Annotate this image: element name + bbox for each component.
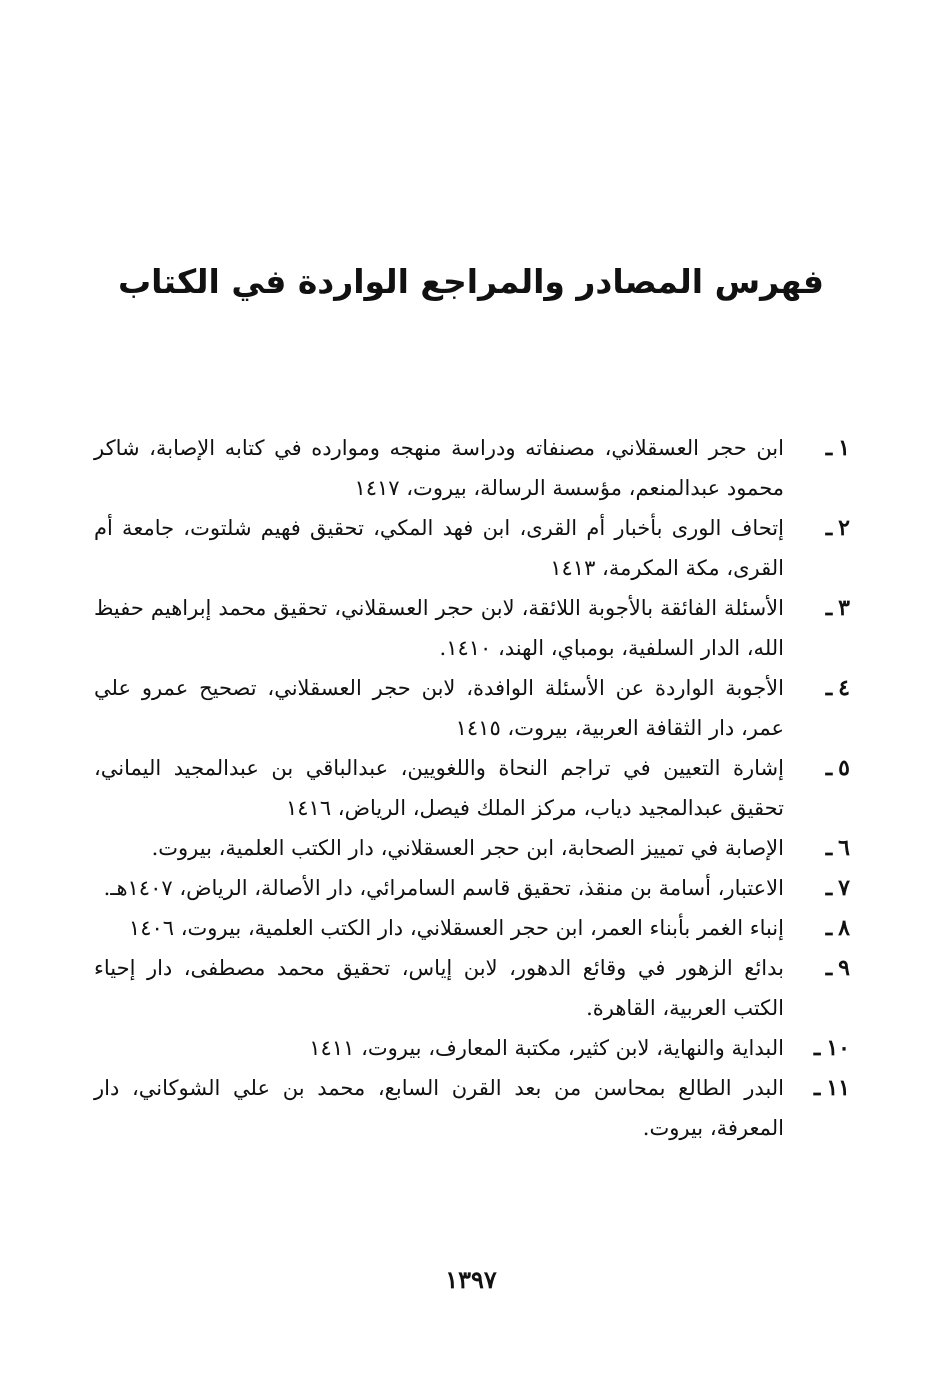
entry-number: ١ـ xyxy=(825,435,850,461)
entry-number: ١١ـ xyxy=(813,1075,850,1101)
reference-entry-2 xyxy=(94,508,850,588)
reference-entry-6 xyxy=(94,828,850,868)
entry-number: ٩ـ xyxy=(825,955,850,981)
entry-text: البدر الطالع بمحاسن من بعد القرن السابع، محمد بن علي الشوكاني، دار المعرفة، بيروت. xyxy=(94,1076,784,1140)
entry-number: ١٠ـ xyxy=(813,1035,850,1061)
entry-text: بدائع الزهور في وقائع الدهور، لابن إياس، تحقيق محمد مصطفى، دار إحياء الكتب العربية، القاهرة. xyxy=(94,956,784,1020)
entry-text: الاعتبار، أسامة بن منقذ، تحقيق قاسم السامرائي، دار الأصالة، الرياض، ١٤٠٧هـ. xyxy=(103,876,784,900)
reference-entry-5 xyxy=(94,748,850,828)
entry-text: البداية والنهاية، لابن كثير، مكتبة المعارف، بيروت، ١٤١١ xyxy=(309,1036,784,1060)
reference-entry-10 xyxy=(94,1028,850,1068)
entry-text: ابن حجر العسقلاني، مصنفاته ودراسة منهجه وموارده في كتابه الإصابة، شاكر محمود عبدالمنعم، مؤسسة الرسالة، بيروت، ١٤١٧ xyxy=(94,436,784,500)
entry-number: ٥ـ xyxy=(825,755,850,781)
entry-text: إشارة التعيين في تراجم النحاة واللغويين، عبدالباقي بن عبدالمجيد اليماني، تحقيق عبدالمجيد دياب، مركز الملك فيصل، الرياض، ١٤١٦ xyxy=(94,756,784,820)
reference-entry-8 xyxy=(94,908,850,948)
reference-entry-3 xyxy=(94,588,850,668)
entry-number: ٣ـ xyxy=(825,595,850,621)
entry-text: إتحاف الورى بأخبار أم القرى، ابن فهد المكي، تحقيق فهيم شلتوت، جامعة أم القرى، مكة المكرمة، ١٤١٣ xyxy=(94,516,784,580)
entry-text: الأسئلة الفائقة بالأجوبة اللائقة، لابن حجر العسقلاني، تحقيق محمد إبراهيم حفيظ الله، الدار السلفية، بومباي، الهند، ١٤١٠. xyxy=(94,596,784,660)
reference-entry-11 xyxy=(94,1068,850,1148)
reference-entry-7 xyxy=(94,868,850,908)
entry-text: الإصابة في تمييز الصحابة، ابن حجر العسقلاني، دار الكتب العلمية، بيروت. xyxy=(151,836,784,860)
entry-number: ٤ـ xyxy=(825,675,850,701)
entry-number: ٨ـ xyxy=(825,915,850,941)
entry-text: إنباء الغمر بأبناء العمر، ابن حجر العسقلاني، دار الكتب العلمية، بيروت، ١٤٠٦ xyxy=(128,916,784,940)
reference-entry-9 xyxy=(94,948,850,1028)
reference-entry-1 xyxy=(94,428,850,508)
entry-text: الأجوبة الواردة عن الأسئلة الوافدة، لابن حجر العسقلاني، تصحيح عمرو علي عمر، دار الثقافة العربية، بيروت، ١٤١٥ xyxy=(94,676,784,740)
page-number: ١٣٩٧ xyxy=(445,1265,497,1294)
entry-number: ٦ـ xyxy=(825,835,850,861)
references-list xyxy=(94,428,850,1148)
reference-entry-4 xyxy=(94,668,850,748)
entry-number: ٧ـ xyxy=(825,875,850,901)
page-title: فهرس المصادر والمراجع الواردة في الكتاب xyxy=(117,262,825,301)
entry-number: ٢ـ xyxy=(825,515,850,541)
